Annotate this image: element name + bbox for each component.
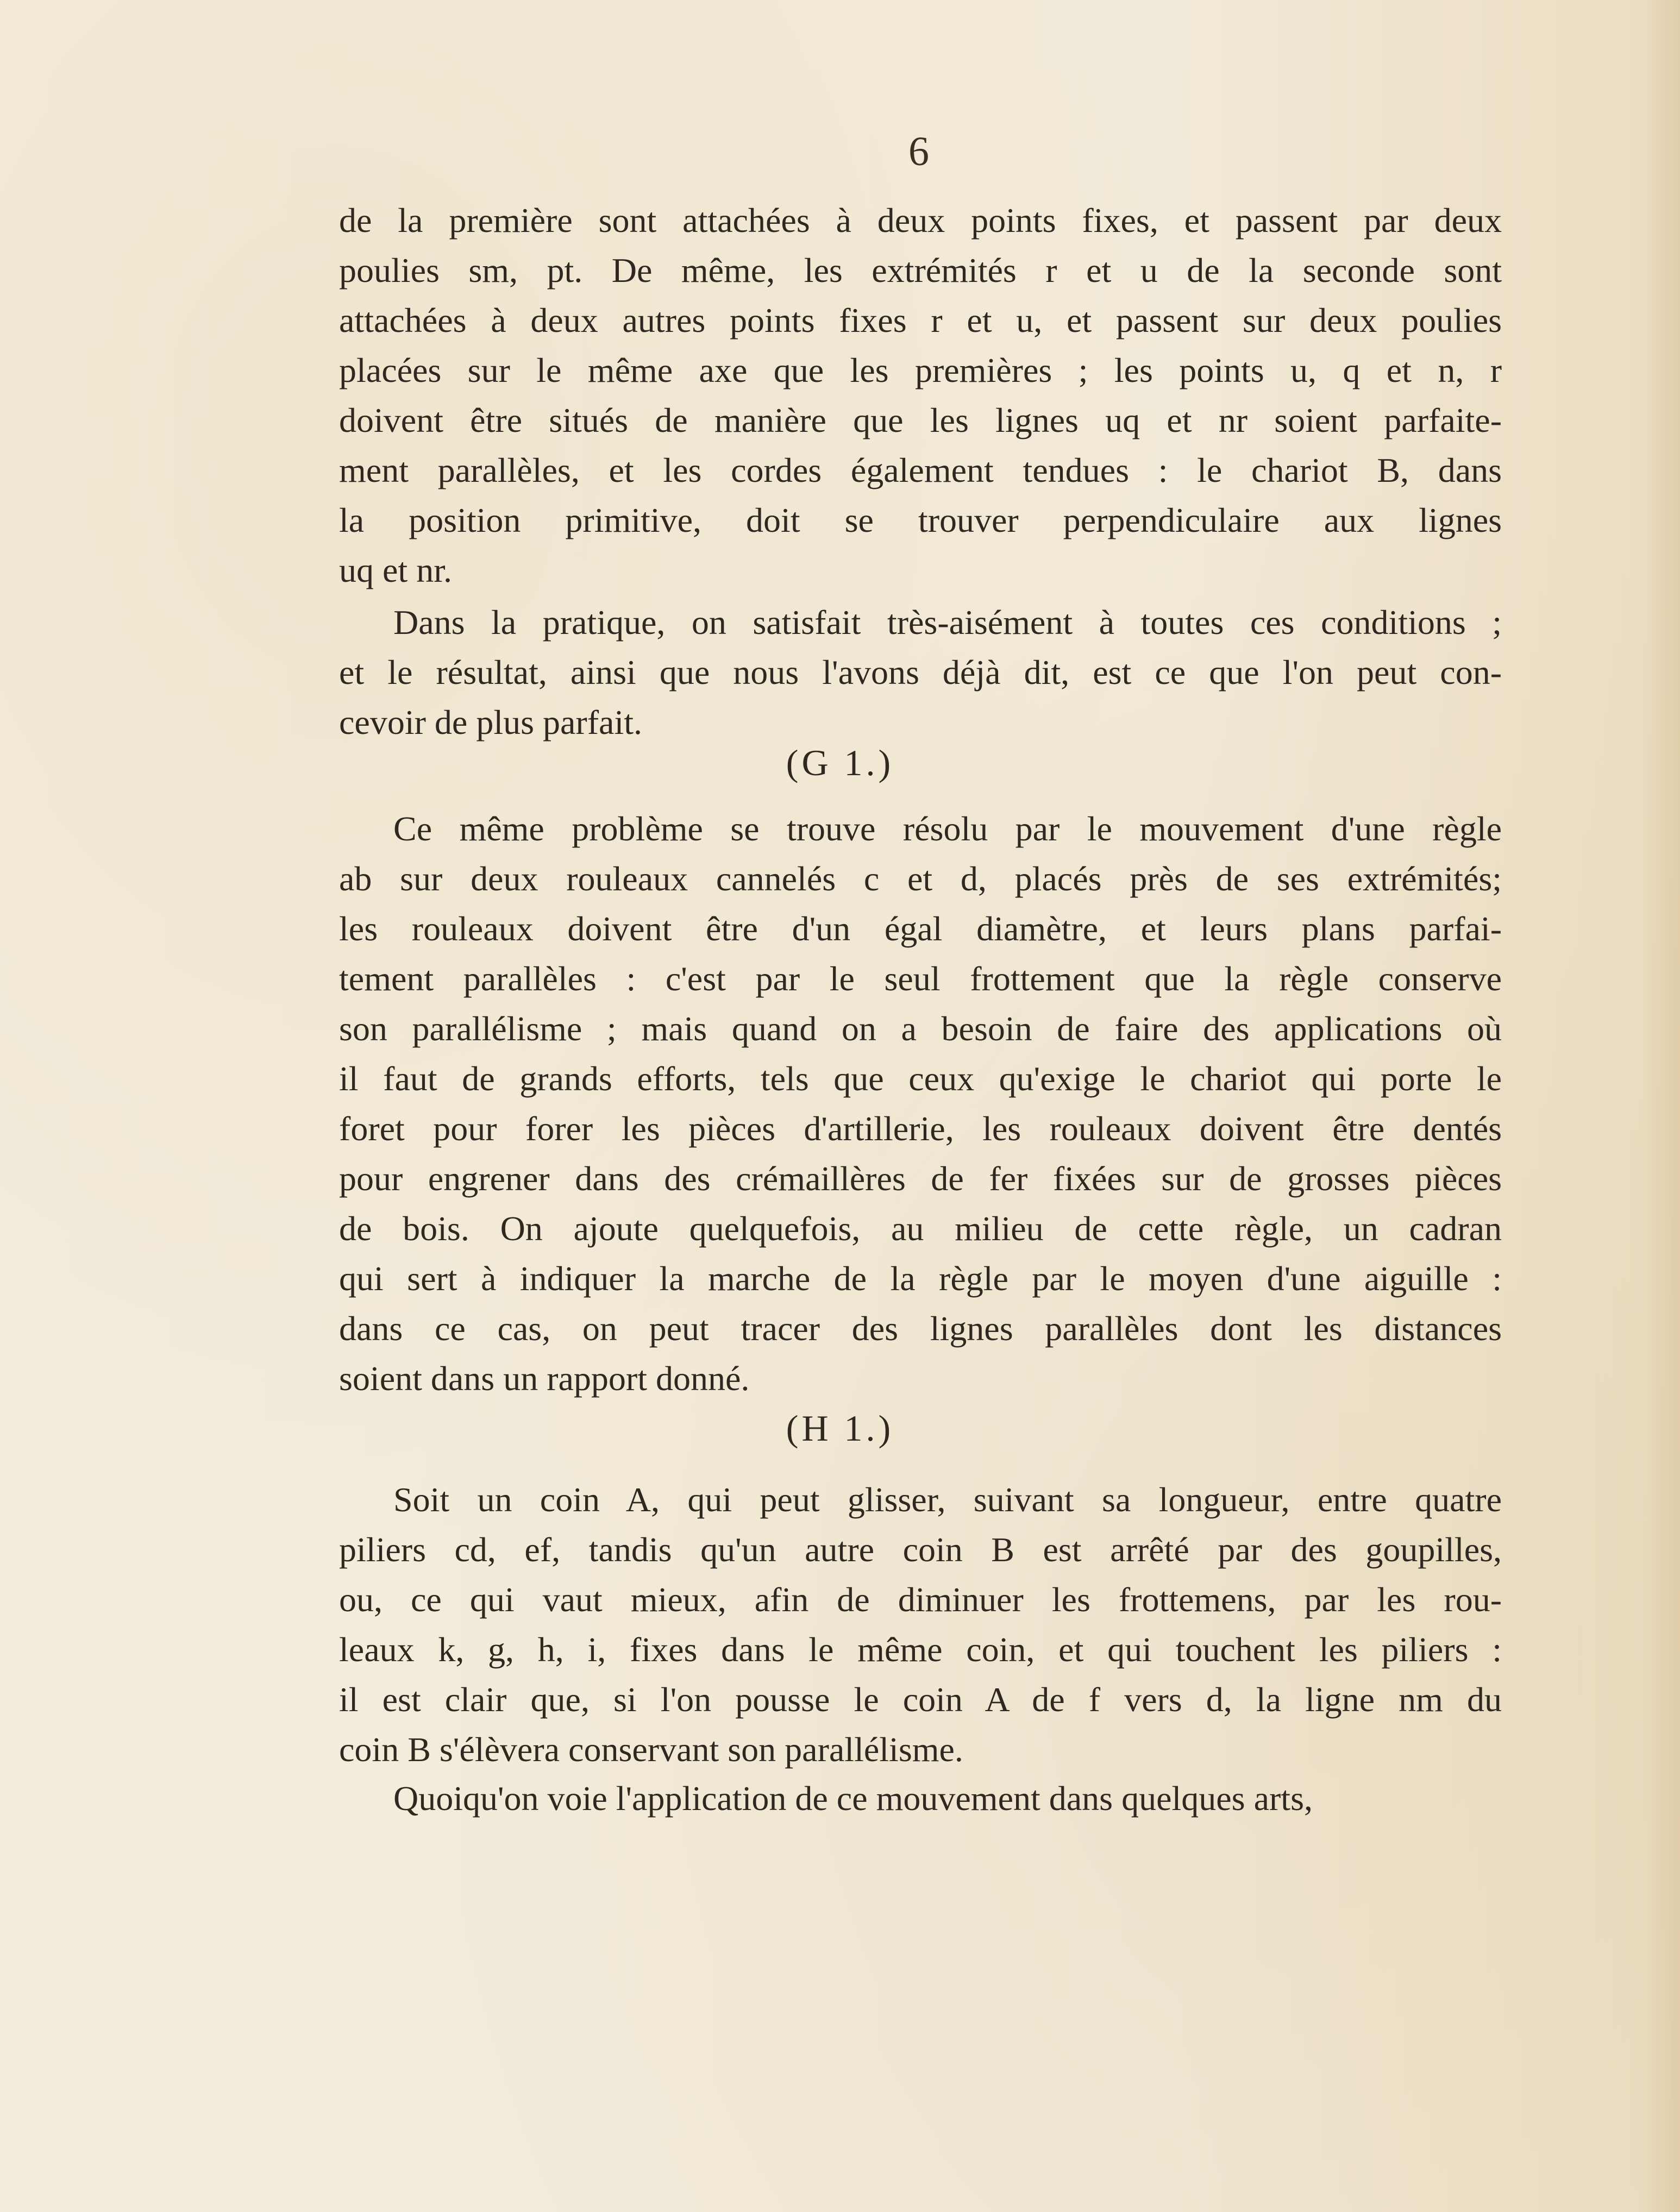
text-line: son parallélisme ; mais quand on a besoin de faire des applications où	[339, 1009, 1502, 1048]
paragraph-practice	[339, 598, 1502, 747]
section-heading-g1: (G 1.)	[786, 742, 894, 783]
text-line: piliers cd, ef, tandis qu'un autre coin B est arrêté par des goupilles,	[339, 1530, 1502, 1569]
text-line: leaux k, g, h, i, fixes dans le même coin, et qui touchent les piliers :	[339, 1630, 1502, 1669]
text-line: de bois. On ajoute quelquefois, au milieu de cette règle, un cadran	[339, 1209, 1502, 1248]
text-line: ment parallèles, et les cordes également tendues : le chariot B, dans	[339, 451, 1502, 489]
text-line: ou, ce qui vaut mieux, afin de diminuer les frottemens, par les rou-	[339, 1580, 1502, 1619]
text-line: la position primitive, doit se trouver perpendiculaire aux lignes	[339, 501, 1502, 539]
paragraph-wedge	[339, 1475, 1502, 1775]
text-line: Ce même problème se trouve résolu par le mouvement d'une règle	[393, 809, 1502, 848]
text-line: uq et nr.	[339, 551, 452, 589]
paragraph-continued	[339, 196, 1502, 595]
text-line: foret pour forer les pièces d'artillerie, les rouleaux doivent être dentés	[339, 1109, 1502, 1148]
section-heading-h1: (H 1.)	[786, 1407, 894, 1449]
text-line: attachées à deux autres points fixes r et u, et passent sur deux poulies	[339, 301, 1502, 340]
text-line: doivent être situés de manière que les lignes uq et nr soient parfaite-	[339, 401, 1502, 439]
text-line: les rouleaux doivent être d'un égal diamètre, et leurs plans parfai-	[339, 909, 1502, 948]
text-line: il faut de grands efforts, tels que ceux qu'exige le chariot qui porte le	[339, 1059, 1502, 1098]
text-line: de la première sont attachées à deux points fixes, et passent par deux	[339, 201, 1502, 240]
text-line: dans ce cas, on peut tracer des lignes parallèles dont les distances	[339, 1309, 1502, 1348]
text-line: qui sert à indiquer la marche de la règle par le moyen d'une aiguille :	[339, 1259, 1502, 1298]
paragraph-application	[339, 1774, 1502, 1824]
text-line: poulies sm, pt. De même, les extrémités r et u de la seconde sont	[339, 251, 1502, 290]
text-line: placées sur le même axe que les premières ; les points u, q et n, r	[339, 351, 1502, 389]
page-edge-shading	[1642, 0, 1680, 2212]
text-line: coin B s'élèvera conservant son parallélisme.	[339, 1730, 963, 1769]
text-line: Soit un coin A, qui peut glisser, suivant sa longueur, entre quatre	[393, 1480, 1502, 1519]
text-line: ab sur deux rouleaux cannelés c et d, placés près de ses extrémités;	[339, 859, 1502, 898]
text-line: Quoiqu'on voie l'application de ce mouvement dans quelques arts,	[393, 1779, 1313, 1818]
text-line: il est clair que, si l'on pousse le coin A de f vers d, la ligne nm du	[339, 1680, 1502, 1719]
paragraph-rollers	[339, 804, 1502, 1404]
text-line: pour engrener dans des crémaillères de fer fixées sur de grosses pièces	[339, 1159, 1502, 1198]
text-line: soient dans un rapport donné.	[339, 1359, 750, 1398]
text-line: Dans la pratique, on satisfait très-aisément à toutes ces conditions ;	[393, 603, 1502, 642]
text-line: et le résultat, ainsi que nous l'avons déjà dit, est ce que l'on peut con-	[339, 653, 1502, 692]
text-line: tement parallèles : c'est par le seul frottement que la règle conserve	[339, 959, 1502, 998]
text-line: cevoir de plus parfait.	[339, 703, 642, 741]
page-number: 6	[908, 129, 929, 174]
